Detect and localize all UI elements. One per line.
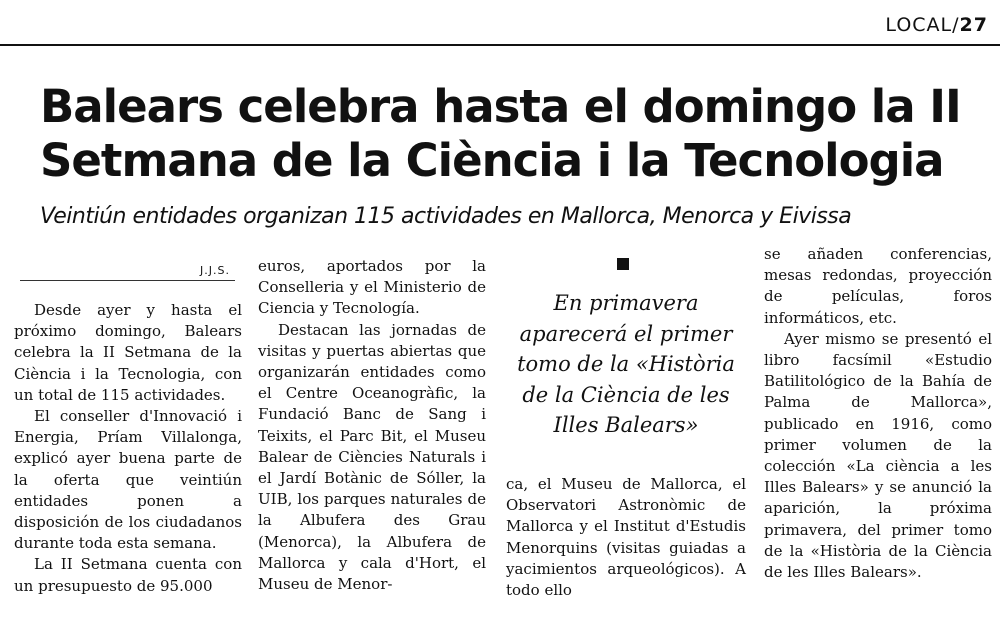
headline-line: Setmana de la Ciència i la Tecnologia — [40, 134, 944, 187]
byline: J.J.S. — [200, 264, 230, 277]
paragraph: Destacan las jornadas de visitas y puertas abiertas que organizarán entidades como el Centre Oceanogràfic, la Fundació Banc de Sang i Teixits, el Parc Bit, el Museu Balear de Ciències Naturals i el Jardí Botànic de Sóller, la UIB, los parques naturales de la Albufera des Grau (Menorca), la Albufera de Mallorca y cala d'Hort, el Museu de Menor- — [258, 320, 486, 594]
text-column-2 — [258, 256, 486, 595]
header-divider — [0, 44, 1000, 46]
section-name: LOCAL/ — [885, 14, 960, 36]
section-header — [885, 14, 988, 36]
paragraph: El conseller d'Innovació i Energia, Príam Villalonga, explicó ayer buena parte de la oferta que veintiún entidades ponen a disposición de los ciudadanos durante toda esta semana. — [14, 407, 242, 553]
page-number: 27 — [959, 14, 988, 36]
headline — [40, 80, 990, 188]
pull-quote-line: En primavera — [553, 291, 699, 315]
headline-line: Balears celebra hasta el domingo la II — [40, 80, 961, 133]
pull-quote — [506, 288, 746, 441]
text-column-4 — [764, 244, 992, 583]
paragraph: euros, aportados por la Conselleria y el Ministerio de Ciencia y Tecnología. — [258, 257, 486, 318]
subtitle: Veintiún entidades organizan 115 actividades en Mallorca, Menorca y Eivissa — [40, 204, 852, 229]
pull-quote-line: Illes Balears» — [553, 413, 699, 437]
pull-quote-line: tomo de la «Història — [517, 352, 735, 376]
paragraph: ca, el Museu de Mallorca, el Observatori Astronòmic de Mallorca y el Institut d'Estudis Menorquins (visitas guiadas a yacimientos arqueológicos). A todo ello — [506, 475, 746, 600]
pull-quote-line: aparecerá el primer — [519, 321, 733, 346]
text-column-3 — [506, 474, 746, 601]
square-bullet-icon — [617, 258, 629, 270]
paragraph: Desde ayer y hasta el próximo domingo, Balears celebra la II Setmana de la Ciència i la Tecnologia, con un total de 115 actividades. — [14, 301, 242, 404]
byline-divider — [20, 280, 235, 281]
paragraph: La II Setmana cuenta con un presupuesto de 95.000 — [14, 555, 242, 595]
paragraph: se añaden conferencias, mesas redondas, proyección de películas, foros informáticos, etc. — [764, 245, 992, 327]
pull-quote-line: de la Ciència de les — [522, 382, 730, 407]
paragraph: Ayer mismo se presentó el libro facsímil «Estudio Batilitológico de la Bahía de Palma de Mallorca», publicado en 1916, como primer volumen de la colección «La ciència a les Illes Balears» y se anunció la aparición, la próxima primavera, del primer tomo de la «Història de la Ciència de les Illes Balears». — [764, 329, 992, 582]
text-column-1 — [14, 300, 242, 597]
